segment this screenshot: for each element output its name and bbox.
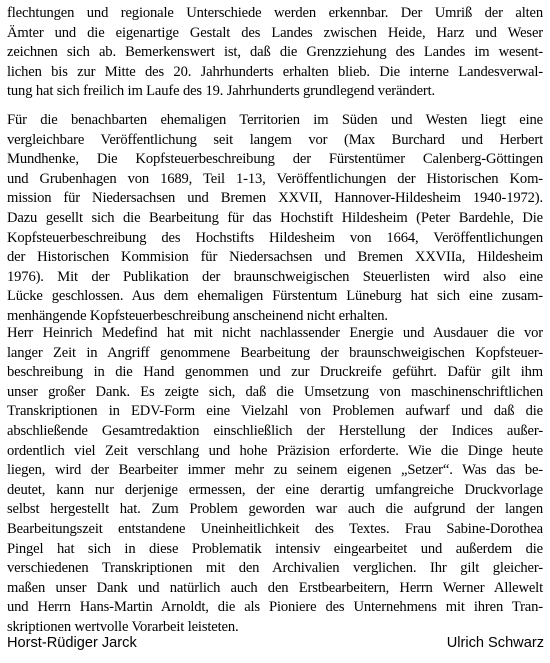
text-line: flechtungen und regionale Unterschiede werden erkennbar. Der Umriß der alten [7, 5, 543, 21]
text-line: Mundhenke, Die Kopfsteuerbeschreibung der Fürstentümer Calenberg-Göttingen [7, 151, 543, 168]
text-line: Herr Heinrich Medefind hat mit nicht nachlassender Energie und Ausdauer die vor [7, 325, 543, 341]
text-line: zeichnen sich ab. Bemerkenswert ist, daß die Grenzziehung des Landes im wesent- [7, 44, 543, 61]
paragraph-1 [7, 4, 543, 102]
text-line: und Grubenhagen von 1689, Teil 1-13, Veröffentlichungen der Historischen Kom- [7, 170, 543, 187]
paragraph-2 [7, 111, 543, 327]
text-line: maßen unser Dank und natürlich auch den Erstbearbeitern, Herrn Werner Allewelt [7, 579, 543, 596]
signature-right: Ulrich Schwarz [446, 635, 544, 651]
paragraph-3 [7, 324, 543, 638]
text-line: 1976). Mit der Publikation der braunschweigischen Steuerlisten wird also eine [7, 268, 543, 285]
text-line: langer Zeit in Angriff genommene Bearbeitung der braunschweigischen Kopfsteuer- [7, 344, 543, 361]
text-line: der Historischen Kommision für Niedersachsen und Bremen XXVIIa, Hildesheim [7, 249, 543, 266]
text-line: Dazu gesellt sich die Bearbeitung für das Hochstift Hildesheim (Peter Bardehle, Die [7, 209, 543, 226]
text-line: Für die benachbarten ehemaligen Territorien im Süden und Westen liegt eine [7, 112, 543, 128]
text-line: Kopfsteuerbeschreibung des Hochstifts Hildesheim von 1664, Veröffentlichungen [7, 229, 543, 246]
text-line: vergleichbare Veröffentlichung seit langem vor (Max Burchard und Herbert [7, 131, 543, 148]
text-line: tung hat sich freilich im Laufe des 19. Jahrhunderts grundlegend verändert. [7, 83, 436, 100]
text-line: liegen, wird der Bearbeiter immer mehr zu seinem eigenen „Setzer“. Was das be- [7, 462, 543, 479]
text-line: menhängende Kopfsteuerbeschreibung anscheinend nicht erhalten. [7, 307, 388, 324]
text-line: mission für Niedersachsen und Bremen XXVII, Hannover-Hildesheim 1940-1972). [7, 190, 543, 207]
text-line: deutet, kann nur derjenige ermessen, der eine derartig umfangreiche Druckvorlage [7, 481, 543, 498]
text-line: selbst hergestellt hat. Zum Problem geworden war auch die aufgrund der langen [7, 501, 543, 518]
text-line: beschreibung in die Hand genommen und zur Druckreife geführt. Dafür gilt ihm [7, 364, 543, 381]
text-line: ordentlich viel Zeit verschlang und hohe Präzision erforderte. Wie die Dinge heute [7, 442, 543, 459]
text-line: und Herrn Hans-Martin Arnoldt, die als Pioniere des Unternehmens mit ihren Tran- [7, 599, 543, 616]
text-line: abschließende Gesamtredaktion einschließlich der Herstellung der Indices außer- [7, 422, 543, 439]
text-line: Bearbeitungszeit entstandene Uneinheitlichkeit des Textes. Frau Sabine-Dorothea [7, 520, 543, 537]
text-line: Pingel hat sich in diese Problematik intensiv eingearbeitet und außerdem die [7, 540, 543, 557]
text-line: Transkriptionen in EDV-Form eine Vielzahl von Problemen aufwarf und daß die [7, 403, 543, 420]
text-line: skriptionen wertvolle Vorarbeit leisteten. [7, 618, 239, 635]
text-line: lichen bis zur Mitte des 20. Jahrhunderts erhalten blieb. Die interne Landesverwal- [7, 63, 543, 80]
signature-left: Horst-Rüdiger Jarck [7, 635, 137, 651]
text-line: Ämter und die eigenartige Gestalt des Landes zwischen Heide, Harz und Weser [7, 24, 543, 41]
text-line: unser großer Dank. Es zeigte sich, daß die Umsetzung von maschinenschriftlichen [7, 383, 543, 400]
text-line: Lücke geschlossen. Aus dem ehemaligen Fürstentum Lüneburg hat sich eine zusam- [7, 288, 543, 305]
text-line: verschiedenen Transkriptionen mit den Archivalien verglichen. Ihr gilt gleicher- [7, 560, 543, 577]
